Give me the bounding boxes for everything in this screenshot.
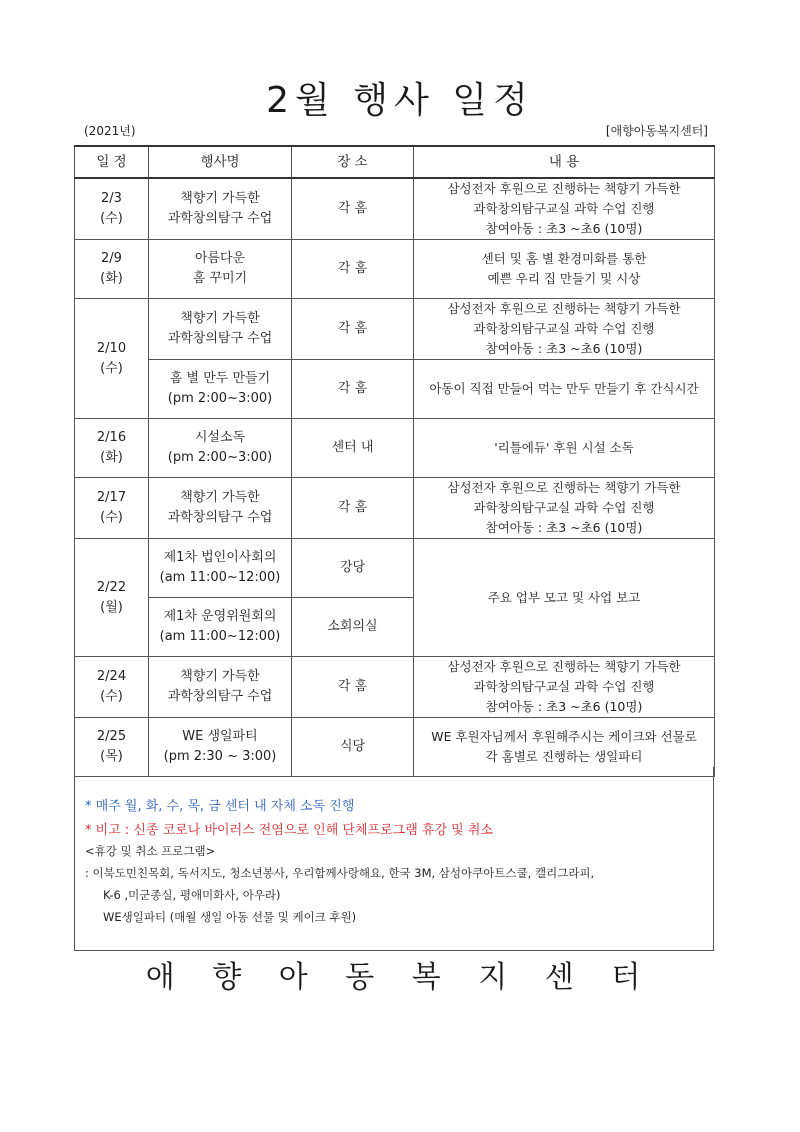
event-cell: 책향기 가득한 과학창의탐구 수업	[149, 299, 292, 360]
event-cell: 제1차 운영위원회의 (am 11:00~12:00)	[149, 598, 292, 657]
content-cell: 삼성전자 후원으로 진행하는 책향기 가득한 과학창의탐구교실 과학 수업 진행 참여아동 : 초3 ~초6 (10명)	[414, 299, 715, 360]
content-cell: 삼성전자 후원으로 진행하는 책향기 가득한 과학창의탐구교실 과학 수업 진행 참여아동 : 초3 ~초6 (10명)	[414, 178, 715, 240]
header-date: 일 정	[75, 146, 149, 178]
event-cell: WE 생일파티 (pm 2:30 ~ 3:00)	[149, 718, 292, 777]
place-cell: 각 홈	[292, 657, 414, 718]
table-row	[75, 299, 715, 360]
event-cell: 책향기 가득한 과학창의탐구 수업	[149, 478, 292, 539]
place-cell: 각 홈	[292, 178, 414, 240]
schedule-table	[74, 145, 715, 777]
remark-note: * 비고 : 신종 코로나 바이러스 전염으로 인해 단체프로그램 휴강 및 취소	[85, 823, 493, 838]
event-cell: 책향기 가득한 과학창의탐구 수업	[149, 178, 292, 240]
header-event: 행사명	[149, 146, 292, 178]
date-cell: 2/25 (목)	[75, 718, 149, 777]
table-row	[75, 478, 715, 539]
place-cell: 식당	[292, 718, 414, 777]
place-cell: 강당	[292, 539, 414, 598]
date-cell: 2/22 (월)	[75, 539, 149, 657]
table-row	[75, 539, 715, 598]
table-row	[75, 419, 715, 478]
event-cell: 홈 별 만두 만들기 (pm 2:00~3:00)	[149, 360, 292, 419]
place-cell: 각 홈	[292, 299, 414, 360]
event-cell: 아름다운 홈 꾸미기	[149, 240, 292, 299]
header-place: 장 소	[292, 146, 414, 178]
content-cell: 아동이 직접 만들어 먹는 만두 만들기 후 간식시간	[414, 360, 715, 419]
content-cell: '리틀에듀' 후원 시설 소독	[414, 419, 715, 478]
date-cell: 2/10 (수)	[75, 299, 149, 419]
event-cell: 제1차 법인이사회의 (am 11:00~12:00)	[149, 539, 292, 598]
year-label: (2021년)	[84, 124, 136, 138]
table-header-row	[75, 146, 715, 178]
date-cell: 2/16 (화)	[75, 419, 149, 478]
content-cell: 삼성전자 후원으로 진행하는 책향기 가득한 과학창의탐구교실 과학 수업 진행 참여아동 : 초3 ~초6 (10명)	[414, 657, 715, 718]
header-content: 내 용	[414, 146, 715, 178]
cancelled-programs-line: K-6 ,미군종실, 평애미화사, 아우라)	[103, 888, 281, 902]
place-cell: 각 홈	[292, 240, 414, 299]
event-cell: 시설소독 (pm 2:00~3:00)	[149, 419, 292, 478]
disinfection-note: * 매주 월, 화, 수, 목, 금 센터 내 자체 소독 진행	[85, 799, 355, 814]
content-cell: 삼성전자 후원으로 진행하는 책향기 가득한 과학창의탐구교실 과학 수업 진행 참여아동 : 초3 ~초6 (10명)	[414, 478, 715, 539]
cancelled-programs-line: : 이북도민친목회, 독서지도, 청소년봉사, 우리함께사랑해요, 한국 3M, 삼성아쿠아트스쿨, 캘리그라피,	[85, 866, 595, 880]
table-row	[75, 657, 715, 718]
content-cell: WE 후원자님께서 후원해주시는 케이크와 선물로 각 홈별로 진행하는 생일파티	[414, 718, 715, 777]
place-cell: 각 홈	[292, 478, 414, 539]
place-cell: 센터 내	[292, 419, 414, 478]
org-tag: [애향아동복지센터]	[605, 124, 708, 138]
event-cell: 책향기 가득한 과학창의탐구 수업	[149, 657, 292, 718]
table-row	[75, 178, 715, 240]
org-footer: 애 향 아 동 복 지 센 터	[145, 960, 655, 995]
content-cell: 센터 및 홈 별 환경미화를 통한 예쁜 우리 집 만들기 및 시상	[414, 240, 715, 299]
page-title: 2월 행사 일정	[266, 80, 534, 121]
date-cell: 2/9 (화)	[75, 240, 149, 299]
table-row	[75, 240, 715, 299]
place-cell: 소회의실	[292, 598, 414, 657]
table-row	[75, 360, 715, 419]
content-cell: 주요 업부 모고 및 사업 보고	[414, 539, 715, 657]
cancelled-programs-heading: <휴강 및 취소 프로그램>	[85, 844, 216, 858]
place-cell: 각 홈	[292, 360, 414, 419]
date-cell: 2/24 (수)	[75, 657, 149, 718]
date-cell: 2/17 (수)	[75, 478, 149, 539]
notes-box	[74, 767, 714, 951]
cancelled-programs-line: WE생일파티 (매월 생일 아동 선물 및 케이크 후원)	[103, 910, 357, 924]
date-cell: 2/3 (수)	[75, 178, 149, 240]
